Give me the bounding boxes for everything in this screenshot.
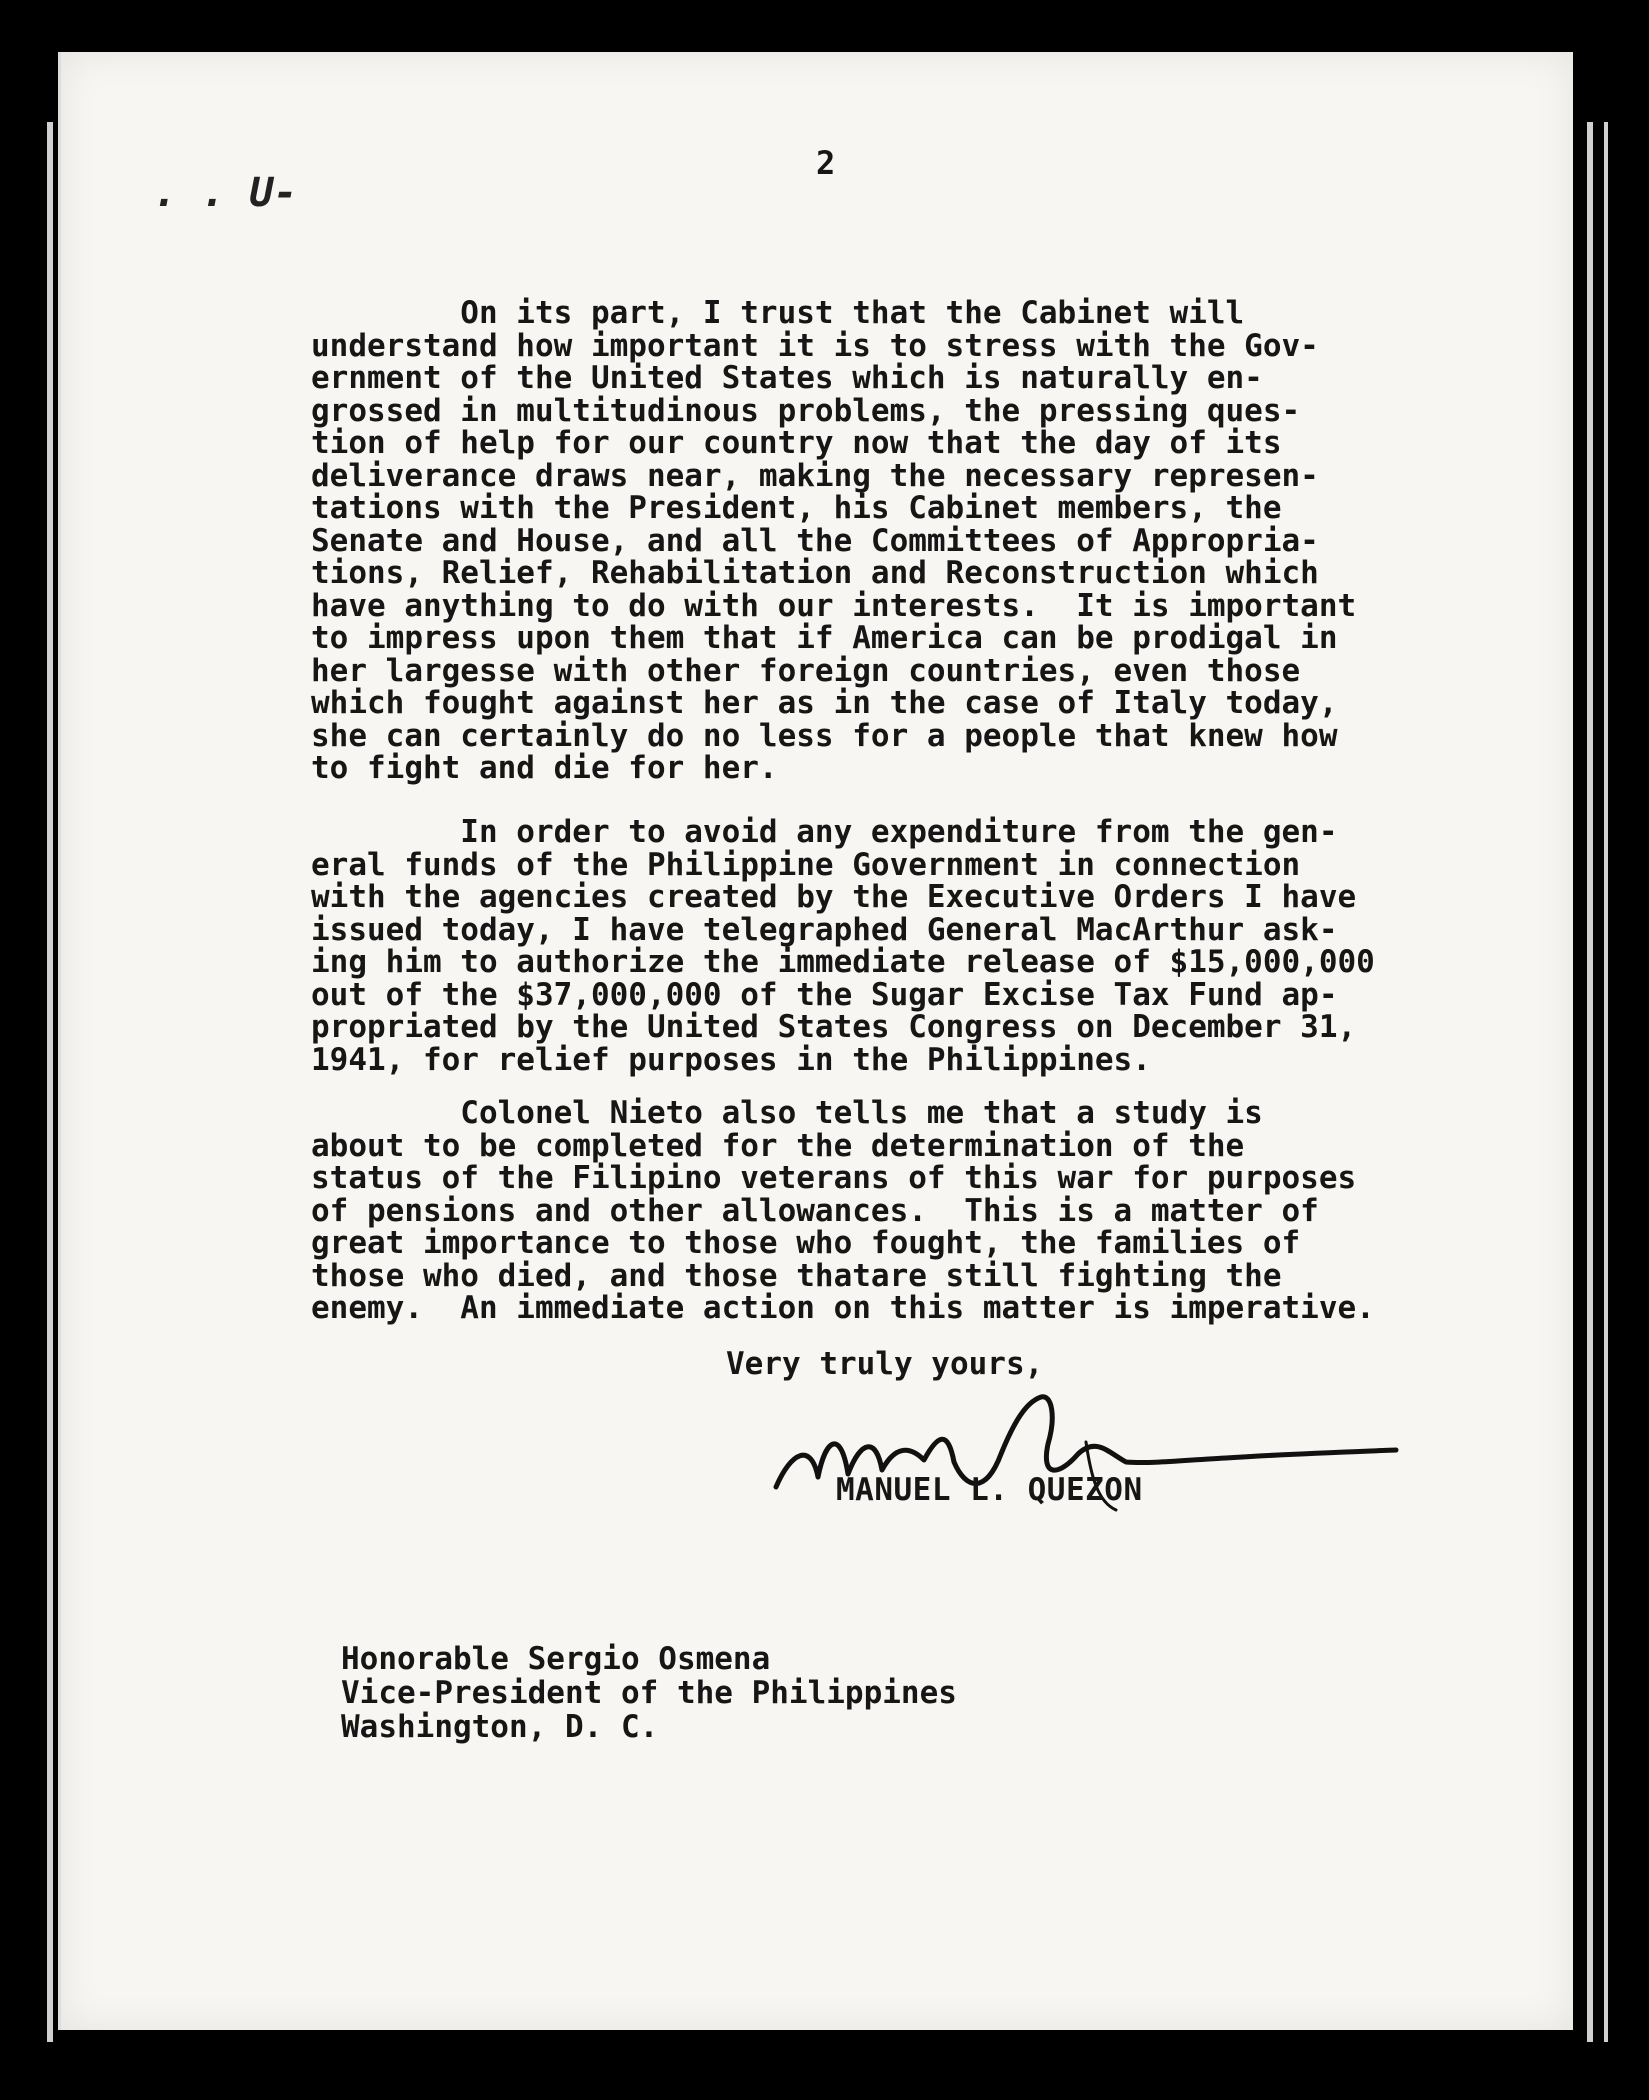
page-edge-right-2 — [1604, 122, 1608, 2042]
paragraph-cabinet — [311, 297, 1481, 785]
paragraph-line: about to be completed for the determination of the — [311, 1127, 1245, 1164]
addressee-block — [341, 1642, 957, 1744]
paragraph-line: ing him to authorize the immediate release of $15,000,000 — [311, 944, 1375, 980]
paragraph-line: have anything to do with our interests. It is important — [311, 587, 1357, 624]
paragraph-line: to impress upon them that if America can be prodigal in — [311, 620, 1338, 656]
page-edge-right — [1587, 122, 1593, 2042]
paragraph-line: ernment of the United States which is naturally en- — [311, 360, 1263, 396]
paragraph-line: eral funds of the Philippine Government in connection — [311, 846, 1301, 883]
signer-name: MANUEL L. QUEZON — [836, 1472, 1143, 1508]
paragraph-line: understand how important it is to stress with the Gov- — [311, 327, 1319, 364]
paragraph-line: In order to avoid any expenditure from the gen- — [311, 814, 1338, 850]
paragraph-line: with the agencies created by the Executive Orders I have — [311, 879, 1357, 915]
paragraph-line: great importance to those who fought, the families of — [311, 1225, 1301, 1261]
paragraph-line: tions, Relief, Rehabilitation and Reconstruction which — [311, 555, 1319, 591]
addressee-line: Vice-President of the Philippines — [341, 1675, 957, 1711]
paragraph-line: enemy. An immediate action on this matter is imperative. — [311, 1290, 1375, 1326]
paragraph-line: which fought against her as in the case of Italy today, — [311, 685, 1338, 721]
closing-salutation: Very truly yours, — [726, 1346, 1044, 1382]
paragraph-line: tion of help for our country now that the day of its — [311, 425, 1282, 461]
paragraph-line: status of the Filipino veterans of this war for purposes — [311, 1160, 1357, 1196]
paragraph-line: Colonel Nieto also tells me that a study is — [311, 1095, 1263, 1131]
paragraph-line: she can certainly do no less for a people that knew how — [311, 717, 1338, 754]
handwritten-margin-mark: . . U- — [153, 170, 298, 216]
letter-page — [58, 52, 1573, 2030]
paragraph-line: to fight and die for her. — [311, 750, 778, 786]
addressee-line: Washington, D. C. — [341, 1709, 659, 1745]
paragraph-line: 1941, for relief purposes in the Philippines. — [311, 1041, 1151, 1078]
paragraph-line: her largesse with other foreign countries, even those — [311, 652, 1301, 689]
paragraph-line: propriated by the United States Congress on December 31, — [311, 1009, 1357, 1045]
paragraph-line: out of the $37,000,000 of the Sugar Excise Tax Fund ap- — [311, 976, 1338, 1013]
paragraph-expenditure — [311, 816, 1481, 1076]
paragraph-line: tations with the President, his Cabinet members, the — [311, 490, 1282, 526]
paragraph-line: Senate and House, and all the Committees of Appropria- — [311, 522, 1319, 559]
paragraph-line: grossed in multitudinous problems, the pressing ques- — [311, 392, 1301, 429]
paragraph-line: of pensions and other allowances. This is a matter of — [311, 1192, 1319, 1229]
page-edge-left — [47, 122, 53, 2042]
paragraph-line: issued today, I have telegraphed General MacArthur ask- — [311, 911, 1338, 948]
paragraph-veterans — [311, 1097, 1481, 1325]
paragraph-line: On its part, I trust that the Cabinet will — [311, 295, 1245, 331]
page-number: 2 — [816, 144, 836, 182]
addressee-line: Honorable Sergio Osmena — [341, 1641, 771, 1677]
paragraph-line: those who died, and those thatare still fighting the — [311, 1257, 1282, 1294]
paragraph-line: deliverance draws near, making the necessary represen- — [311, 457, 1319, 494]
